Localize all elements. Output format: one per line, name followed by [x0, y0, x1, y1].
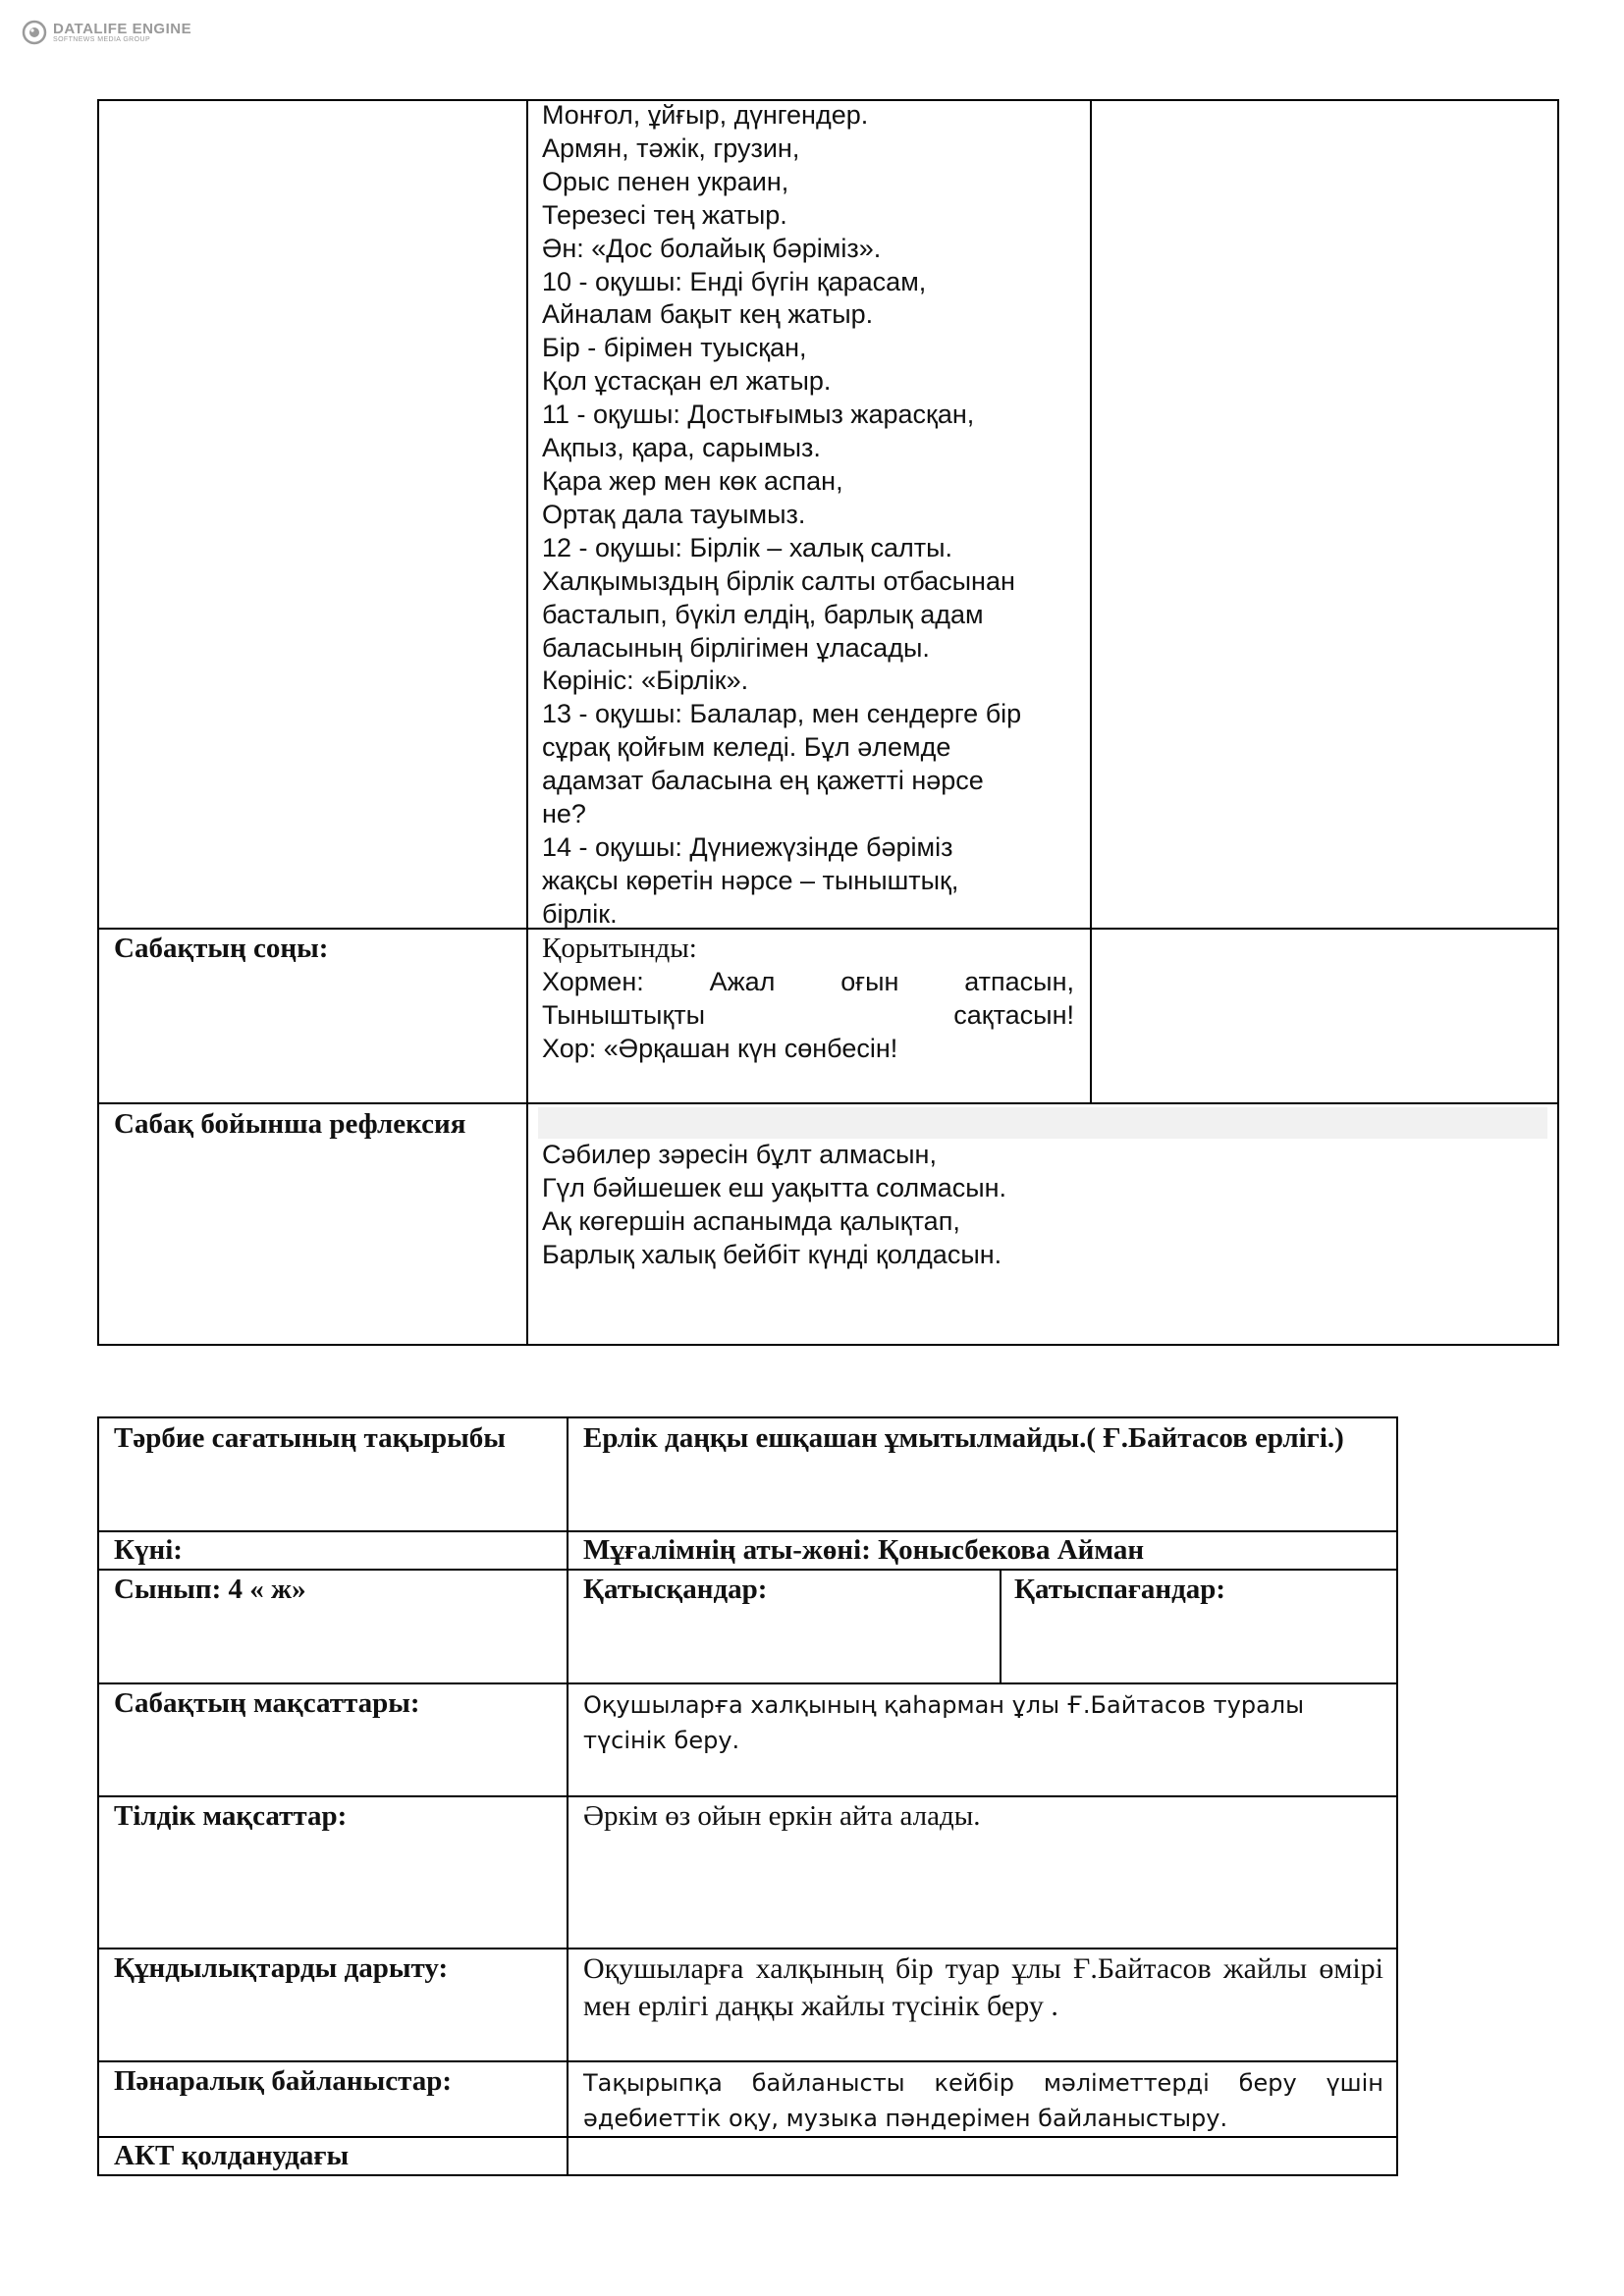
script-line: Армян, тәжік, грузин, [542, 133, 800, 163]
values-label: Құндылықтарды дарыту: [114, 1952, 449, 1984]
table1-border-row2 [97, 1102, 1559, 1104]
date-label: Күні: [114, 1534, 183, 1566]
table1-border-bottom [97, 1344, 1559, 1346]
script-lines [542, 99, 1082, 932]
script-line: Көрініс: «Бірлік». [542, 666, 749, 696]
table2-border-right [1396, 1416, 1398, 2176]
reflection-poem [542, 1139, 1524, 1272]
table2-border-r7 [97, 2136, 1398, 2138]
site-logo [22, 20, 191, 45]
table2-border-r2 [97, 1569, 1398, 1571]
script-line: 11 - оқушы: Достығымыз жарасқан, [542, 400, 975, 430]
conclusion-line-3: Хор: «Әрқашан күн сөнбесін! [542, 1033, 898, 1063]
table1-border-col1 [526, 99, 528, 1346]
absent-label: Қатыспағандар: [1014, 1574, 1226, 1605]
table1-border-left [97, 99, 99, 1346]
script-line: Айналам бақыт кең жатыр. [542, 299, 874, 330]
table2-border-left [97, 1416, 99, 2176]
script-line: Қол ұстасқан ел жатыр. [542, 366, 832, 397]
script-line: баласының бірлігімен ұласады. [542, 632, 930, 663]
table2-border-top [97, 1416, 1398, 1418]
table2-border-r6 [97, 2060, 1398, 2062]
table1-border-col2 [1090, 99, 1092, 1104]
script-line: 12 - оқушы: Бірлік – халық салты. [542, 532, 953, 562]
eye-logo-icon [22, 20, 47, 45]
conclusion-line-2: Тыныштықты сақтасын! [542, 999, 1074, 1030]
poem-line: Сәбилер зәресін бұлт алмасын, [542, 1140, 937, 1169]
conclusion-line-1: Хормен: Ажал оғын атпасын, [542, 967, 1074, 996]
table2-border-r5 [97, 1948, 1398, 1949]
interdisciplinary-label: Пәнаралық байланыстар: [114, 2065, 452, 2097]
script-line: Қара жер мен көк аспан, [542, 465, 843, 496]
logo-name: DATALIFE ENGINE [53, 20, 192, 37]
table2-border-r1 [97, 1530, 1398, 1532]
table2-border-col1 [567, 1416, 568, 2176]
poem-line: Барлық халық бейбіт күнді қолдасын. [542, 1239, 1002, 1269]
interdisciplinary-value: Тақырыпқа байланысты кейбір мәліметтерді беру үшін әдебиеттік оқу, музыка пәндерімен байланыстыру. [583, 2069, 1383, 2132]
script-line: Ортақ дала тауымыз. [542, 499, 806, 529]
script-line: Халқымыздың бірлік салты отбасынан [542, 565, 1015, 596]
teacher-name: Мұғалімнің аты-жөні: Қонысбекова Айман [583, 1534, 1145, 1566]
script-line: 13 - оқушы: Балалар, мен сендерге бір [542, 699, 1022, 729]
table2-border-bottom [97, 2174, 1398, 2176]
present-label: Қатысқандар: [583, 1574, 768, 1605]
script-line: 10 - оқушы: Енді бүгін қарасам, [542, 266, 927, 296]
script-line: Терезесі тең жатыр. [542, 199, 787, 230]
topic-label: Тәрбие сағатының тақырыбы [114, 1422, 506, 1454]
topic-value: Ерлік даңқы ешқашан ұмытылмайды.( Ғ.Байтасов ерлігі.) [583, 1422, 1344, 1454]
reflection-label: Сабақ бойынша рефлексия [114, 1108, 466, 1140]
script-line: сұрақ қойғым келеді. Бұл әлемде [542, 732, 951, 763]
script-line: не? [542, 799, 586, 829]
poem-line: Гүл бәйшешек еш уақытта солмасын. [542, 1172, 1007, 1202]
script-line: Монғол, ұйғыр, дүнгендер. [542, 100, 869, 130]
language-goals-value: Әркім өз ойын еркін айта алады. [583, 1800, 981, 1832]
script-line: бірлік. [542, 898, 618, 929]
values-value: Оқушыларға халқының бір туар ұлы Ғ.Байтасов жайлы өмірі мен ерлігі даңқы жайлы түсінік беру . [583, 1952, 1383, 2022]
script-line: Орыс пенен украин, [542, 166, 789, 196]
logo-tagline: SOFTNEWS MEDIA GROUP [53, 35, 151, 43]
class-label: Сынып: 4 « ж» [114, 1574, 306, 1605]
table1-border-right [1557, 99, 1559, 1346]
script-line: Ақпыз, қара, сарымыз. [542, 433, 821, 463]
goals-value: Оқушыларға халқының қаһарман ұлы Ғ.Байтасов туралы түсінік беру. [583, 1691, 1305, 1754]
ict-label: АКТ қолданудағы [114, 2140, 350, 2171]
table2-border-r4 [97, 1795, 1398, 1797]
goals-label: Сабақтың мақсаттары: [114, 1687, 420, 1719]
poem-line: Ақ көгершін аспанымда қалықтап, [542, 1205, 960, 1236]
table2-border-col2 [1000, 1569, 1001, 1684]
end-of-lesson-label: Сабақтың соңы: [114, 933, 329, 964]
script-line: жақсы көретін нәрсе – тыныштық, [542, 865, 959, 895]
language-goals-label: Тілдік мақсаттар: [114, 1800, 348, 1832]
script-line: басталып, бүкіл елдің, барлық адам [542, 599, 984, 629]
conclusion-heading: Қорытынды: [542, 933, 697, 964]
script-line: 14 - оқушы: Дүниежүзінде бәріміз [542, 831, 953, 862]
script-line: адамзат баласына ең қажетті нәрсе [542, 766, 984, 796]
script-line: Бір - бірімен туысқан, [542, 333, 807, 363]
reflection-shading [538, 1107, 1547, 1139]
table2-border-r3 [97, 1682, 1398, 1684]
conclusion-cell [542, 931, 1074, 1066]
script-line: Ән: «Дос болайық бәріміз». [542, 233, 882, 263]
